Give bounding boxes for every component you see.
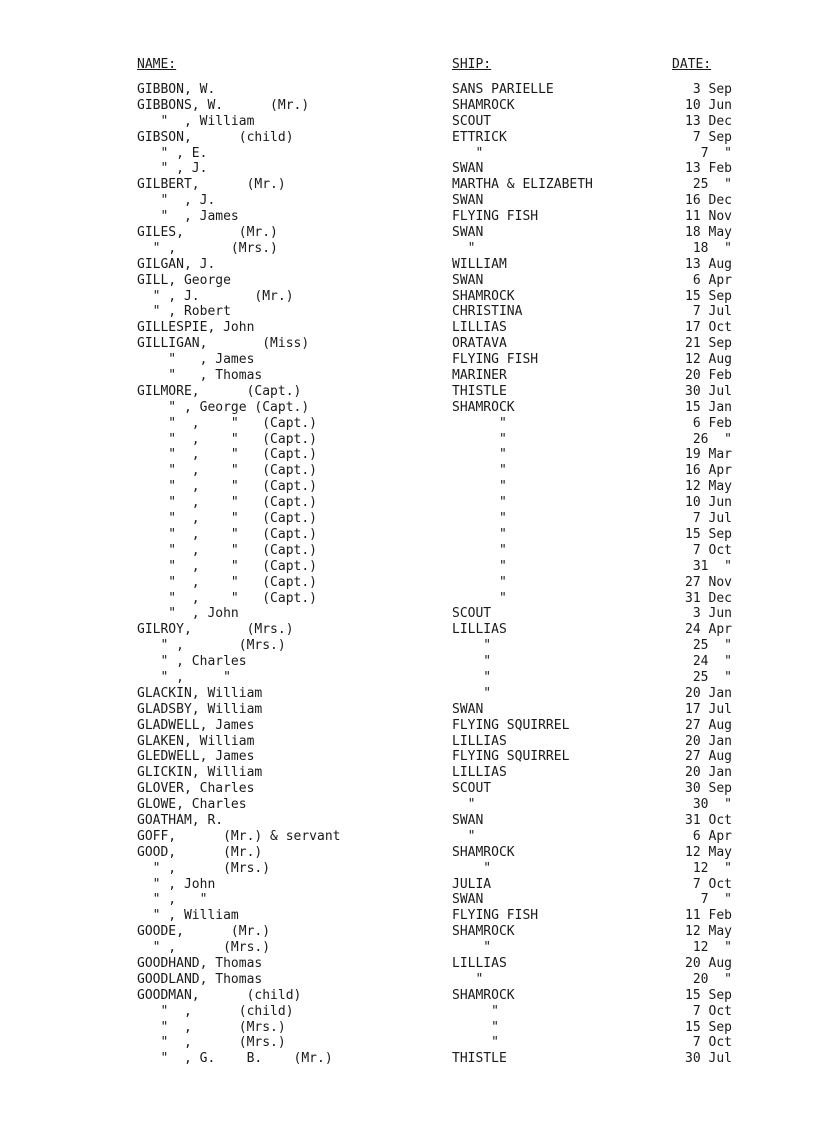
name-cell: GILLESPIE, John — [137, 320, 255, 336]
name-cell: GLICKIN, William — [137, 765, 263, 781]
date-cell: 12 May — [685, 924, 732, 940]
name-cell: " , Thomas — [137, 368, 263, 384]
table-row — [0, 495, 816, 511]
table-row — [0, 130, 816, 146]
name-cell: GIBBONS, W. (Mr.) — [137, 97, 310, 113]
table-row — [0, 114, 816, 130]
ship-column-header: SHIP: — [452, 57, 492, 72]
date-cell: 7 Sep — [692, 129, 732, 145]
date-cell: 10 Jun — [685, 97, 732, 113]
ship-cell: " — [452, 669, 492, 685]
table-row — [0, 622, 816, 638]
table-row — [0, 877, 816, 893]
ship-cell: SANS PARIELLE — [452, 82, 554, 97]
name-cell: GIBSON, (child) — [137, 129, 294, 145]
ship-cell: JULIA — [452, 876, 492, 892]
date-cell: 15 Sep — [685, 987, 732, 1003]
ship-cell: LILLIAS — [452, 955, 507, 971]
name-cell: GILMORE, (Capt.) — [137, 383, 302, 399]
ship-cell: " — [452, 1003, 499, 1019]
table-row — [0, 559, 816, 575]
date-cell: 6 Apr — [692, 272, 732, 288]
date-cell: 25 " — [692, 669, 732, 685]
ship-cell: FLYING FISH — [452, 209, 539, 225]
name-cell: GLACKIN, William — [137, 685, 263, 701]
table-row — [0, 797, 816, 813]
date-cell: 11 Feb — [685, 908, 732, 924]
table-row — [0, 1051, 816, 1067]
name-column-header: NAME: — [137, 57, 177, 72]
table-row — [0, 606, 816, 622]
name-cell: GOFF, (Mr.) & servant — [137, 828, 341, 844]
date-cell: 11 Nov — [685, 209, 732, 225]
table-row — [0, 1004, 816, 1020]
date-cell: 30 Jul — [685, 1051, 732, 1067]
ship-cell: ORATAVA — [452, 336, 507, 352]
date-cell: 31 Dec — [685, 590, 732, 606]
table-row — [0, 765, 816, 781]
ship-cell: SWAN — [452, 193, 484, 209]
table-row — [0, 511, 816, 527]
ship-cell: " — [452, 828, 476, 844]
ship-cell: " — [452, 1035, 499, 1051]
date-cell: 13 Aug — [685, 256, 732, 272]
name-cell: " , James — [137, 209, 239, 225]
ship-cell: FLYING SQUIRREL — [452, 717, 570, 733]
table-row — [0, 400, 816, 416]
name-cell: GOODMAN, (child) — [137, 987, 302, 1003]
ship-cell: " — [452, 511, 507, 527]
name-cell: " , (Mrs.) — [137, 240, 278, 256]
name-cell: " , " (Capt.) — [137, 558, 318, 574]
name-cell: GLEDWELL, James — [137, 749, 255, 765]
name-cell: GLAKEN, William — [137, 733, 255, 749]
ship-cell: SWAN — [452, 701, 484, 717]
date-cell: 12 May — [685, 844, 732, 860]
table-row — [0, 241, 816, 257]
ship-cell: SWAN — [452, 225, 484, 241]
ship-cell: SHAMROCK — [452, 924, 515, 940]
name-cell: " , William — [137, 908, 239, 924]
table-row — [0, 257, 816, 273]
name-cell: GILLIGAN, (Miss) — [137, 336, 310, 352]
date-cell: 3 Jun — [692, 606, 732, 622]
name-cell: GOATHAM, R. — [137, 812, 224, 828]
table-row — [0, 829, 816, 845]
table-row — [0, 161, 816, 177]
ship-cell: THISTLE — [452, 383, 507, 399]
date-cell: 24 " — [692, 654, 732, 670]
name-cell: GLOWE, Charles — [137, 797, 247, 813]
ship-cell: " — [452, 971, 484, 987]
date-cell: 7 Oct — [692, 1035, 732, 1051]
name-cell: GLADSBY, William — [137, 701, 263, 717]
name-cell: " , John — [137, 876, 216, 892]
name-cell: " , E. — [137, 145, 208, 161]
date-cell: 7 Oct — [692, 1003, 732, 1019]
ship-cell: " — [452, 860, 492, 876]
table-row — [0, 177, 816, 193]
table-row — [0, 209, 816, 225]
table-row — [0, 591, 816, 607]
date-cell: 27 Nov — [685, 574, 732, 590]
date-cell: 12 May — [685, 479, 732, 495]
ship-cell: " — [452, 590, 507, 606]
name-cell: " , G. B. (Mr.) — [137, 1051, 333, 1067]
date-cell: 16 Dec — [685, 193, 732, 209]
date-cell: 10 Jun — [685, 495, 732, 511]
date-cell: 20 Jan — [685, 685, 732, 701]
table-row — [0, 734, 816, 750]
table-row — [0, 988, 816, 1004]
ship-cell: MARTHA & ELIZABETH — [452, 177, 593, 193]
date-cell: 3 Sep — [692, 82, 732, 97]
table-row — [0, 972, 816, 988]
date-cell: 27 Aug — [685, 717, 732, 733]
ship-cell: " — [452, 685, 492, 701]
name-cell: " , " (Capt.) — [137, 526, 318, 542]
name-cell: " , (Mrs.) — [137, 1019, 286, 1035]
date-cell: 7 Oct — [692, 542, 732, 558]
table-row — [0, 432, 816, 448]
table-row — [0, 273, 816, 289]
date-cell: 19 Mar — [685, 447, 732, 463]
table-row — [0, 638, 816, 654]
date-cell: 12 " — [692, 860, 732, 876]
date-cell: 30 " — [692, 797, 732, 813]
date-cell: 18 May — [685, 225, 732, 241]
date-cell: 17 Oct — [685, 320, 732, 336]
ship-cell: " — [452, 574, 507, 590]
name-cell: " , " (Capt.) — [137, 511, 318, 527]
name-cell: " , " — [137, 669, 231, 685]
name-cell: GLADWELL, James — [137, 717, 255, 733]
name-cell: GOODLAND, Thomas — [137, 971, 263, 987]
date-cell: 16 Apr — [685, 463, 732, 479]
ship-cell: LILLIAS — [452, 765, 507, 781]
ship-cell: SWAN — [452, 272, 484, 288]
name-cell: " , " (Capt.) — [137, 431, 318, 447]
table-row — [0, 98, 816, 114]
ship-cell: " — [452, 463, 507, 479]
table-row — [0, 1020, 816, 1036]
date-cell: 12 Aug — [685, 352, 732, 368]
table-row — [0, 813, 816, 829]
table-row — [0, 289, 816, 305]
table-row — [0, 225, 816, 241]
table-row — [0, 416, 816, 432]
name-cell: " , J. (Mr.) — [137, 288, 294, 304]
table-row — [0, 447, 816, 463]
date-cell: 20 Jan — [685, 733, 732, 749]
name-cell: " , James — [137, 352, 255, 368]
table-row — [0, 352, 816, 368]
ship-cell: " — [452, 431, 507, 447]
ship-cell: MARINER — [452, 368, 507, 384]
date-cell: 15 Sep — [685, 288, 732, 304]
name-cell: " , J. — [137, 161, 208, 177]
ship-cell: LILLIAS — [452, 733, 507, 749]
date-cell: 13 Feb — [685, 161, 732, 177]
date-cell: 25 " — [692, 177, 732, 193]
name-cell: " , (Mrs.) — [137, 1035, 286, 1051]
name-cell: " , John — [137, 606, 239, 622]
name-cell: GIBBON, W. — [137, 82, 216, 97]
ship-cell: SWAN — [452, 812, 484, 828]
table-row — [0, 654, 816, 670]
ship-cell: CHRISTINA — [452, 304, 523, 320]
table-row — [0, 82, 816, 98]
ship-cell: SHAMROCK — [452, 97, 515, 113]
table-row — [0, 304, 816, 320]
date-cell: 15 Sep — [685, 526, 732, 542]
ship-cell: SHAMROCK — [452, 844, 515, 860]
date-cell: 20 Feb — [685, 368, 732, 384]
date-cell: 7 Jul — [692, 304, 732, 320]
ship-cell: " — [452, 797, 476, 813]
table-row — [0, 193, 816, 209]
name-cell: " , Charles — [137, 654, 247, 670]
ship-cell: " — [452, 415, 507, 431]
date-cell: 30 Jul — [685, 383, 732, 399]
name-cell: GILROY, (Mrs.) — [137, 622, 294, 638]
ship-cell: ETTRICK — [452, 129, 507, 145]
ship-cell: THISTLE — [452, 1051, 507, 1067]
name-cell: " , (child) — [137, 1003, 294, 1019]
table-row — [0, 956, 816, 972]
name-cell: " , " (Capt.) — [137, 542, 318, 558]
table-row — [0, 845, 816, 861]
date-cell: 6 Feb — [692, 415, 732, 431]
name-cell: GILES, (Mr.) — [137, 225, 278, 241]
ship-cell: FLYING FISH — [452, 908, 539, 924]
ship-cell: " — [452, 542, 507, 558]
table-row — [0, 384, 816, 400]
table-row — [0, 320, 816, 336]
table-row — [0, 479, 816, 495]
table-row — [0, 527, 816, 543]
date-cell: 12 " — [692, 940, 732, 956]
name-cell: GLOVER, Charles — [137, 781, 255, 797]
date-cell: 31 Oct — [685, 812, 732, 828]
table-row — [0, 575, 816, 591]
table-row — [0, 146, 816, 162]
ship-cell: " — [452, 558, 507, 574]
date-cell: 17 Jul — [685, 701, 732, 717]
table-row — [0, 336, 816, 352]
name-cell: GOODE, (Mr.) — [137, 924, 271, 940]
ship-cell: LILLIAS — [452, 320, 507, 336]
date-cell: 18 " — [692, 240, 732, 256]
ship-cell: " — [452, 940, 492, 956]
date-cell: 31 " — [692, 558, 732, 574]
ship-cell: FLYING SQUIRREL — [452, 749, 570, 765]
ship-cell: " — [452, 447, 507, 463]
date-cell: 20 Aug — [685, 955, 732, 971]
table-row — [0, 908, 816, 924]
name-cell: " , " (Capt.) — [137, 590, 318, 606]
ship-cell: LILLIAS — [452, 622, 507, 638]
table-row — [0, 718, 816, 734]
name-cell: " , " (Capt.) — [137, 495, 318, 511]
table-row — [0, 463, 816, 479]
ship-cell: FLYING FISH — [452, 352, 539, 368]
name-cell: " , " (Capt.) — [137, 415, 318, 431]
date-cell: 21 Sep — [685, 336, 732, 352]
table-row — [0, 940, 816, 956]
name-cell: " , " (Capt.) — [137, 463, 318, 479]
table-row — [0, 543, 816, 559]
name-cell: " , " — [137, 892, 208, 908]
date-cell: 27 Aug — [685, 749, 732, 765]
table-row — [0, 686, 816, 702]
table-row — [0, 749, 816, 765]
date-cell: 24 Apr — [685, 622, 732, 638]
name-cell: " , Robert — [137, 304, 231, 320]
name-cell: " , " (Capt.) — [137, 574, 318, 590]
ship-cell: " — [452, 495, 507, 511]
date-column-header: DATE: — [672, 57, 712, 72]
table-row — [0, 670, 816, 686]
date-cell: 30 Sep — [685, 781, 732, 797]
ship-cell: SCOUT — [452, 781, 492, 797]
date-cell: 20 Jan — [685, 765, 732, 781]
ship-cell: " — [452, 638, 492, 654]
date-cell: 15 Sep — [685, 1019, 732, 1035]
name-cell: " , " (Capt.) — [137, 447, 318, 463]
ship-cell: SHAMROCK — [452, 288, 515, 304]
ship-cell: SHAMROCK — [452, 987, 515, 1003]
name-cell: GOODHAND, Thomas — [137, 955, 263, 971]
table-row — [0, 892, 816, 908]
name-cell: " , " (Capt.) — [137, 479, 318, 495]
ship-cell: SHAMROCK — [452, 399, 515, 415]
name-cell: GOOD, (Mr.) — [137, 844, 263, 860]
ship-cell: SWAN — [452, 161, 484, 177]
ship-cell: SWAN — [452, 892, 484, 908]
table-row — [0, 368, 816, 384]
name-cell: GILL, George — [137, 272, 231, 288]
ship-cell: " — [452, 654, 492, 670]
date-cell: 7 Jul — [692, 511, 732, 527]
date-cell: 7 " — [700, 145, 732, 161]
name-cell: " , George (Capt.) — [137, 399, 310, 415]
name-cell: GILBERT, (Mr.) — [137, 177, 286, 193]
table-row — [0, 781, 816, 797]
ship-cell: " — [452, 479, 507, 495]
date-cell: 13 Dec — [685, 113, 732, 129]
ship-cell: " — [452, 1019, 499, 1035]
table-row — [0, 861, 816, 877]
table-row — [0, 702, 816, 718]
ship-cell: WILLIAM — [452, 256, 507, 272]
date-cell: 7 Oct — [692, 876, 732, 892]
date-cell: 6 Apr — [692, 828, 732, 844]
name-cell: " , (Mrs.) — [137, 860, 271, 876]
ship-cell: " — [452, 240, 476, 256]
date-cell: 20 " — [692, 971, 732, 987]
passenger-list — [0, 82, 816, 1067]
ship-cell: " — [452, 526, 507, 542]
name-cell: GILGAN, J. — [137, 256, 216, 272]
ship-cell: " — [452, 145, 484, 161]
name-cell: " , (Mrs.) — [137, 940, 271, 956]
date-cell: 26 " — [692, 431, 732, 447]
ship-cell: SCOUT — [452, 606, 492, 622]
table-row — [0, 1035, 816, 1051]
name-cell: " , William — [137, 113, 255, 129]
name-cell: " , (Mrs.) — [137, 638, 286, 654]
date-cell: 25 " — [692, 638, 732, 654]
date-cell: 15 Jan — [685, 399, 732, 415]
ship-cell: SCOUT — [452, 113, 492, 129]
table-row — [0, 924, 816, 940]
date-cell: 7 " — [700, 892, 732, 908]
name-cell: " , J. — [137, 193, 216, 209]
